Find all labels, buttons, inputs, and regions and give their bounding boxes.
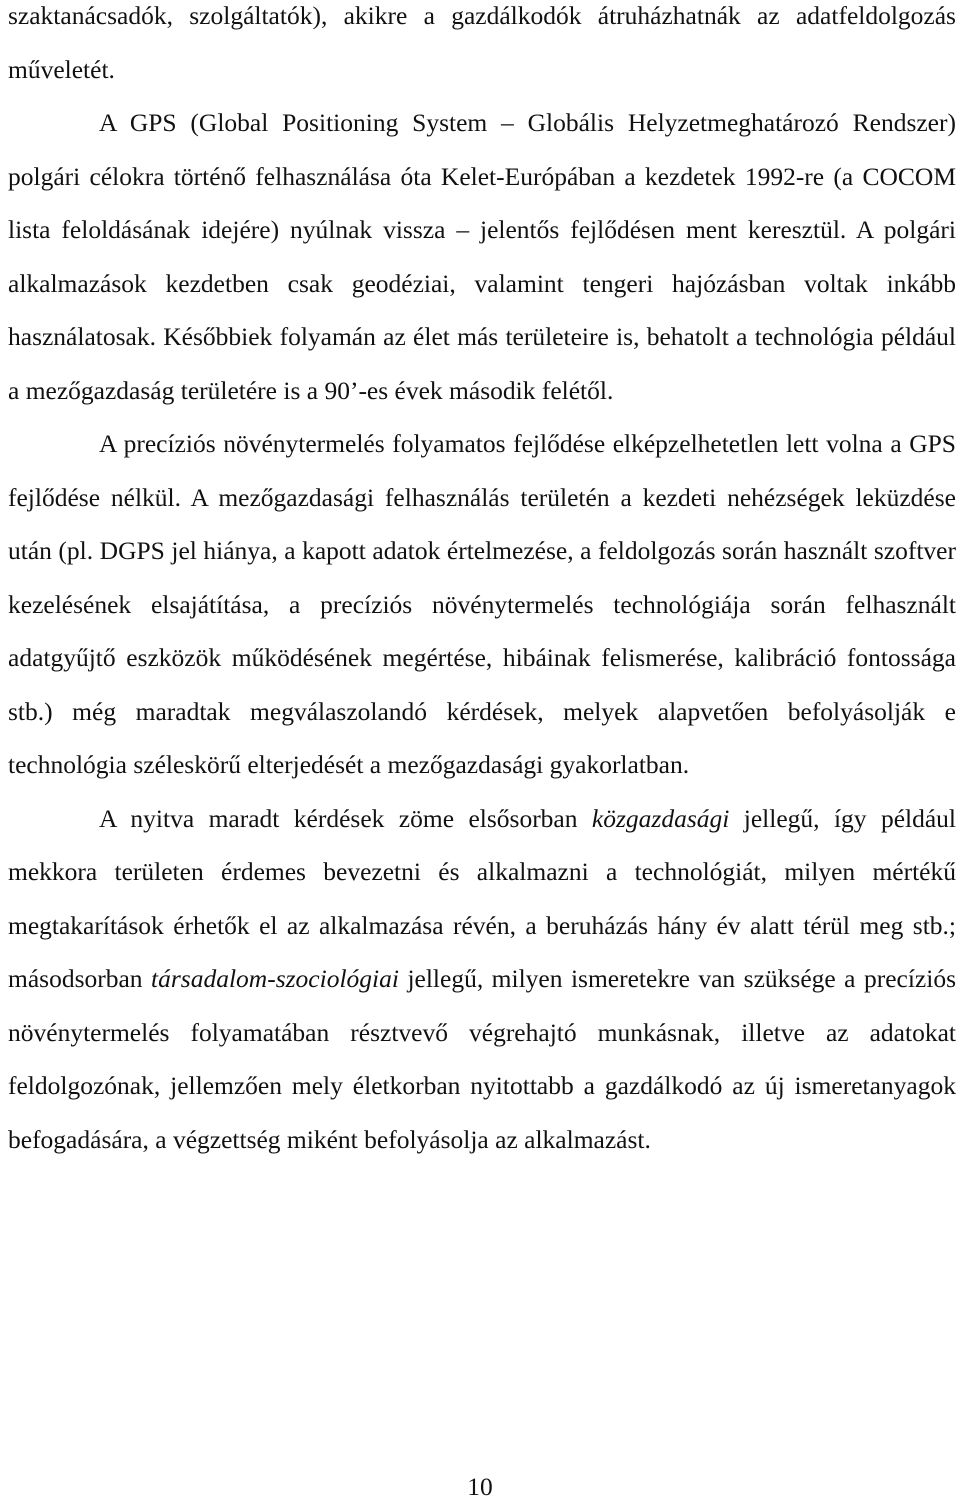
paragraph-continued: szaktanácsadók, szolgáltatók), akikre a gazdálkodók átruházhatnák az adatfeldolgozás műveletét. xyxy=(8,1,956,84)
paragraph-text: jellegű, milyen ismeretekre van szüksége a precíziós növénytermelés folyamatában résztvevő végrehajtó munkásnak, illetve az adatokat feldolgozónak, jellemzően mely életkorban nyitottabb a gazdálkodó az új ismeretanyagok befogadására, a végzettség miként befolyásolja az alkalmazást. xyxy=(8,964,956,1154)
emphasis-economic: közgazdasági xyxy=(591,803,730,833)
page-number: 10 xyxy=(467,1472,493,1501)
paragraph-text: A nyitva maradt kérdések zöme elsősorban xyxy=(99,803,592,833)
paragraph-gps-history: A GPS (Global Positioning System – Globális Helyzetmeghatározó Rendszer) polgári célokra történő felhasználása óta Kelet-Európában a kezdetek 1992-re (a COCOM lista feloldásának idejére) nyúlnak vissza – jelentős fejlődésen ment keresztül. A polgári alkalmazások kezdetben csak geodéziai, valamint tengeri hajózásban voltak inkább használatosak. Későbbiek folyamán az élet más területeire is, behatolt a technológia például a mezőgazdaság területére is a 90’-es évek második felétől. xyxy=(8,108,956,405)
emphasis-sociological: társadalom-szociológiai xyxy=(151,964,399,993)
paragraph-precision-farming: A precíziós növénytermelés folyamatos fejlődése elképzelhetetlen lett volna a GPS fejlődése nélkül. A mezőgazdasági felhasználás területén a kezdeti nehézségek leküzdése után (pl. DGPS jel hiánya, a kapott adatok értelmezése, a feldolgozás során használt szoftver kezelésének elsajátítása, a precíziós növénytermelés technológiája során felhasznált adatgyűjtő eszközök működésének megértése, hibáinak felismerése, kalibráció fontossága stb.) még maradtak megválaszolandó kérdések, melyek alapvetően befolyásolják e technológia széleskörű elterjedését a mezőgazdasági gyakorlatban. xyxy=(8,429,956,779)
document-body xyxy=(8,0,956,1166)
paragraph-text: jellegű, így például mekkora területen érdemes bevezetni és alkalmazni a technológiát, milyen mértékű megtakarítások érhetők el az alkalmazása révén, a beruházás hány év alatt térül meg stb.; másodsorban xyxy=(8,803,956,993)
paragraph-open-questions xyxy=(8,792,956,1167)
